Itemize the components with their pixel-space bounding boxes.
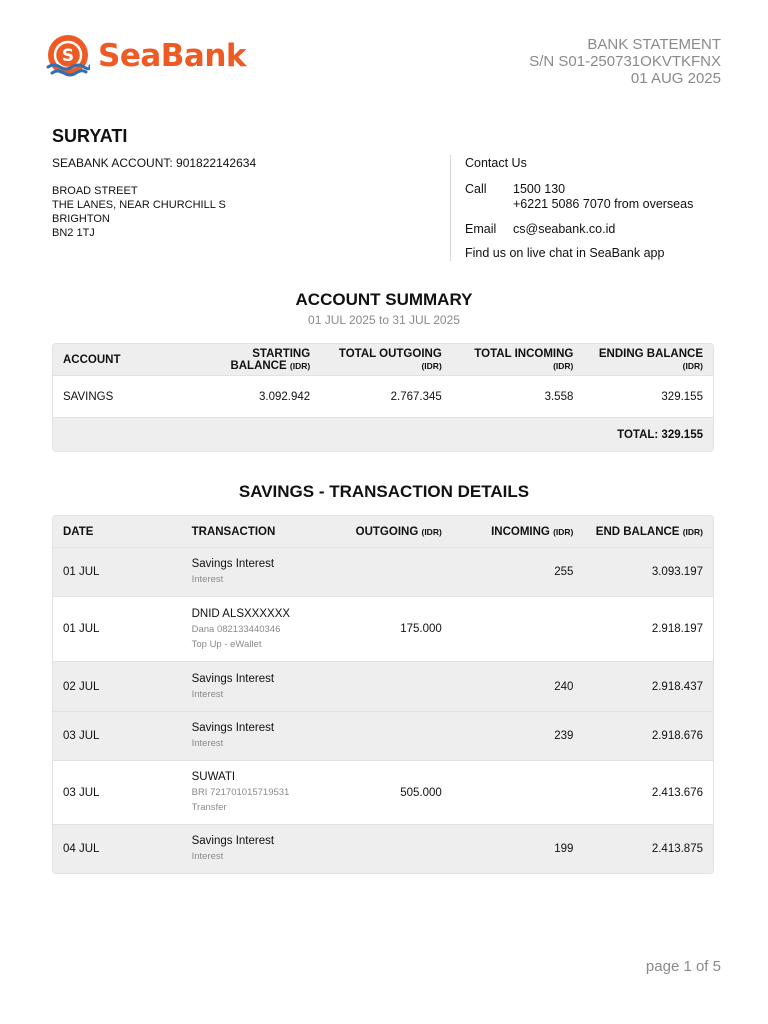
- page-number: page 1 of 5: [645, 958, 721, 975]
- summary-title: ACCOUNT SUMMARY: [295, 290, 473, 309]
- table-row: [53, 662, 713, 712]
- col-total-outgoing: TOTAL OUTGOING (IDR): [338, 347, 442, 371]
- tx-date: 01 JUL: [63, 566, 100, 578]
- tx-outgoing: 175.000: [400, 623, 442, 635]
- col-transaction: TRANSACTION: [191, 525, 276, 538]
- tx-date: 03 JUL: [63, 730, 100, 742]
- tx-balance: 2.918.676: [651, 730, 703, 742]
- tx-balance: 2.413.875: [651, 843, 703, 855]
- tx-description: [182, 770, 327, 815]
- email-label: Email: [465, 222, 497, 236]
- tx-date: 04 JUL: [63, 843, 100, 855]
- tx-outgoing: 505.000: [400, 786, 442, 799]
- statement-title: BANK STATEMENT: [587, 36, 721, 53]
- summary-account: SAVINGS: [63, 390, 114, 403]
- tx-incoming: 255: [554, 566, 574, 578]
- summary-incoming: 3.558: [544, 390, 574, 403]
- tx-type: Interest: [191, 851, 224, 862]
- table-row: [53, 825, 713, 873]
- table-row: [53, 597, 713, 662]
- tx-balance: 2.413.676: [651, 786, 703, 799]
- tx-name: Savings Interest: [191, 558, 275, 570]
- address-line: BRIGHTON: [52, 213, 110, 225]
- table-row: [53, 548, 713, 597]
- summary-table: [52, 343, 714, 452]
- tx-description: [182, 607, 327, 652]
- tx-balance: 3.093.197: [651, 566, 703, 578]
- tx-date: 03 JUL: [63, 786, 100, 799]
- tx-name: Savings Interest: [191, 722, 275, 734]
- summary-outgoing: 2.767.345: [390, 390, 442, 403]
- live-chat-note: Find us on live chat in SeaBank app: [465, 246, 665, 260]
- tx-incoming: 199: [554, 843, 574, 855]
- summary-total-row: [53, 418, 713, 451]
- seabank-logo: [46, 34, 246, 78]
- col-outgoing: OUTGOING (IDR): [355, 525, 442, 538]
- vertical-divider: [450, 155, 451, 261]
- tx-description: [182, 557, 327, 587]
- summary-starting: 3.092.942: [259, 390, 311, 403]
- customer-address: [52, 184, 226, 240]
- tx-incoming: 239: [554, 730, 574, 742]
- transactions-title: SAVINGS - TRANSACTION DETAILS: [238, 482, 530, 501]
- summary-total: TOTAL: 329.155: [617, 428, 703, 441]
- col-account: ACCOUNT: [63, 353, 121, 366]
- brand-name: SeaBank: [98, 38, 247, 74]
- tx-name: Savings Interest: [191, 672, 275, 685]
- customer-name: SURYATI: [52, 126, 128, 146]
- tx-date: 01 JUL: [63, 623, 100, 635]
- transactions-table: [52, 515, 714, 874]
- tx-type: Transfer: [191, 802, 227, 813]
- summary-period: 01 JUL 2025 to 31 JUL 2025: [308, 313, 460, 327]
- address-line: BROAD STREET: [52, 185, 138, 197]
- call-number-local: 1500 130: [513, 182, 566, 196]
- tx-name: DNID ALSXXXXXX: [191, 607, 291, 620]
- tx-balance: 2.918.197: [651, 623, 703, 635]
- tx-detail: Dana 082133440346: [191, 623, 281, 635]
- tx-description: [182, 834, 327, 864]
- tx-incoming: 240: [554, 680, 574, 693]
- col-total-incoming: TOTAL INCOMING (IDR): [474, 347, 574, 371]
- tx-name: Savings Interest: [191, 835, 275, 847]
- call-number-overseas: +6221 5086 7070 from overseas: [513, 197, 694, 211]
- transactions-header-row: [53, 516, 713, 548]
- statement-meta: [529, 36, 721, 87]
- tx-description: [182, 721, 327, 751]
- call-label: Call: [465, 182, 487, 196]
- summary-ending: 329.155: [661, 390, 703, 403]
- col-incoming: INCOMING (IDR): [491, 525, 574, 538]
- email-address: cs@seabank.co.id: [513, 222, 616, 236]
- table-row: [53, 761, 713, 825]
- tx-type: Interest: [191, 688, 224, 700]
- svg-text:S: S: [61, 46, 75, 66]
- tx-type: Interest: [191, 574, 224, 585]
- tx-type: Top Up - eWallet: [191, 638, 262, 650]
- col-ending-balance: ENDING BALANCE (IDR): [598, 347, 703, 371]
- tx-type: Interest: [191, 738, 224, 749]
- col-date: DATE: [63, 525, 94, 538]
- customer-account-number: SEABANK ACCOUNT: 901822142634: [52, 156, 257, 170]
- tx-balance: 2.918.437: [651, 680, 703, 693]
- tx-date: 02 JUL: [63, 680, 100, 693]
- contact-title: Contact Us: [465, 156, 527, 170]
- address-line: THE LANES, NEAR CHURCHILL S: [52, 199, 226, 211]
- statement-date: 01 AUG 2025: [630, 70, 721, 87]
- address-line: BN2 1TJ: [52, 227, 95, 239]
- tx-detail: BRI 721701015719531: [191, 787, 290, 798]
- statement-serial: S/N S01-250731OKVTKFNX: [529, 53, 721, 70]
- tx-name: SUWATI: [191, 771, 236, 783]
- col-starting-balance: STARTING BALANCE (IDR): [230, 347, 311, 372]
- seabank-logo-icon: [46, 34, 90, 78]
- summary-row: [53, 376, 713, 418]
- summary-header-row: [53, 344, 713, 376]
- tx-description: [182, 672, 327, 702]
- table-row: [53, 712, 713, 761]
- col-end-balance: END BALANCE (IDR): [595, 525, 703, 538]
